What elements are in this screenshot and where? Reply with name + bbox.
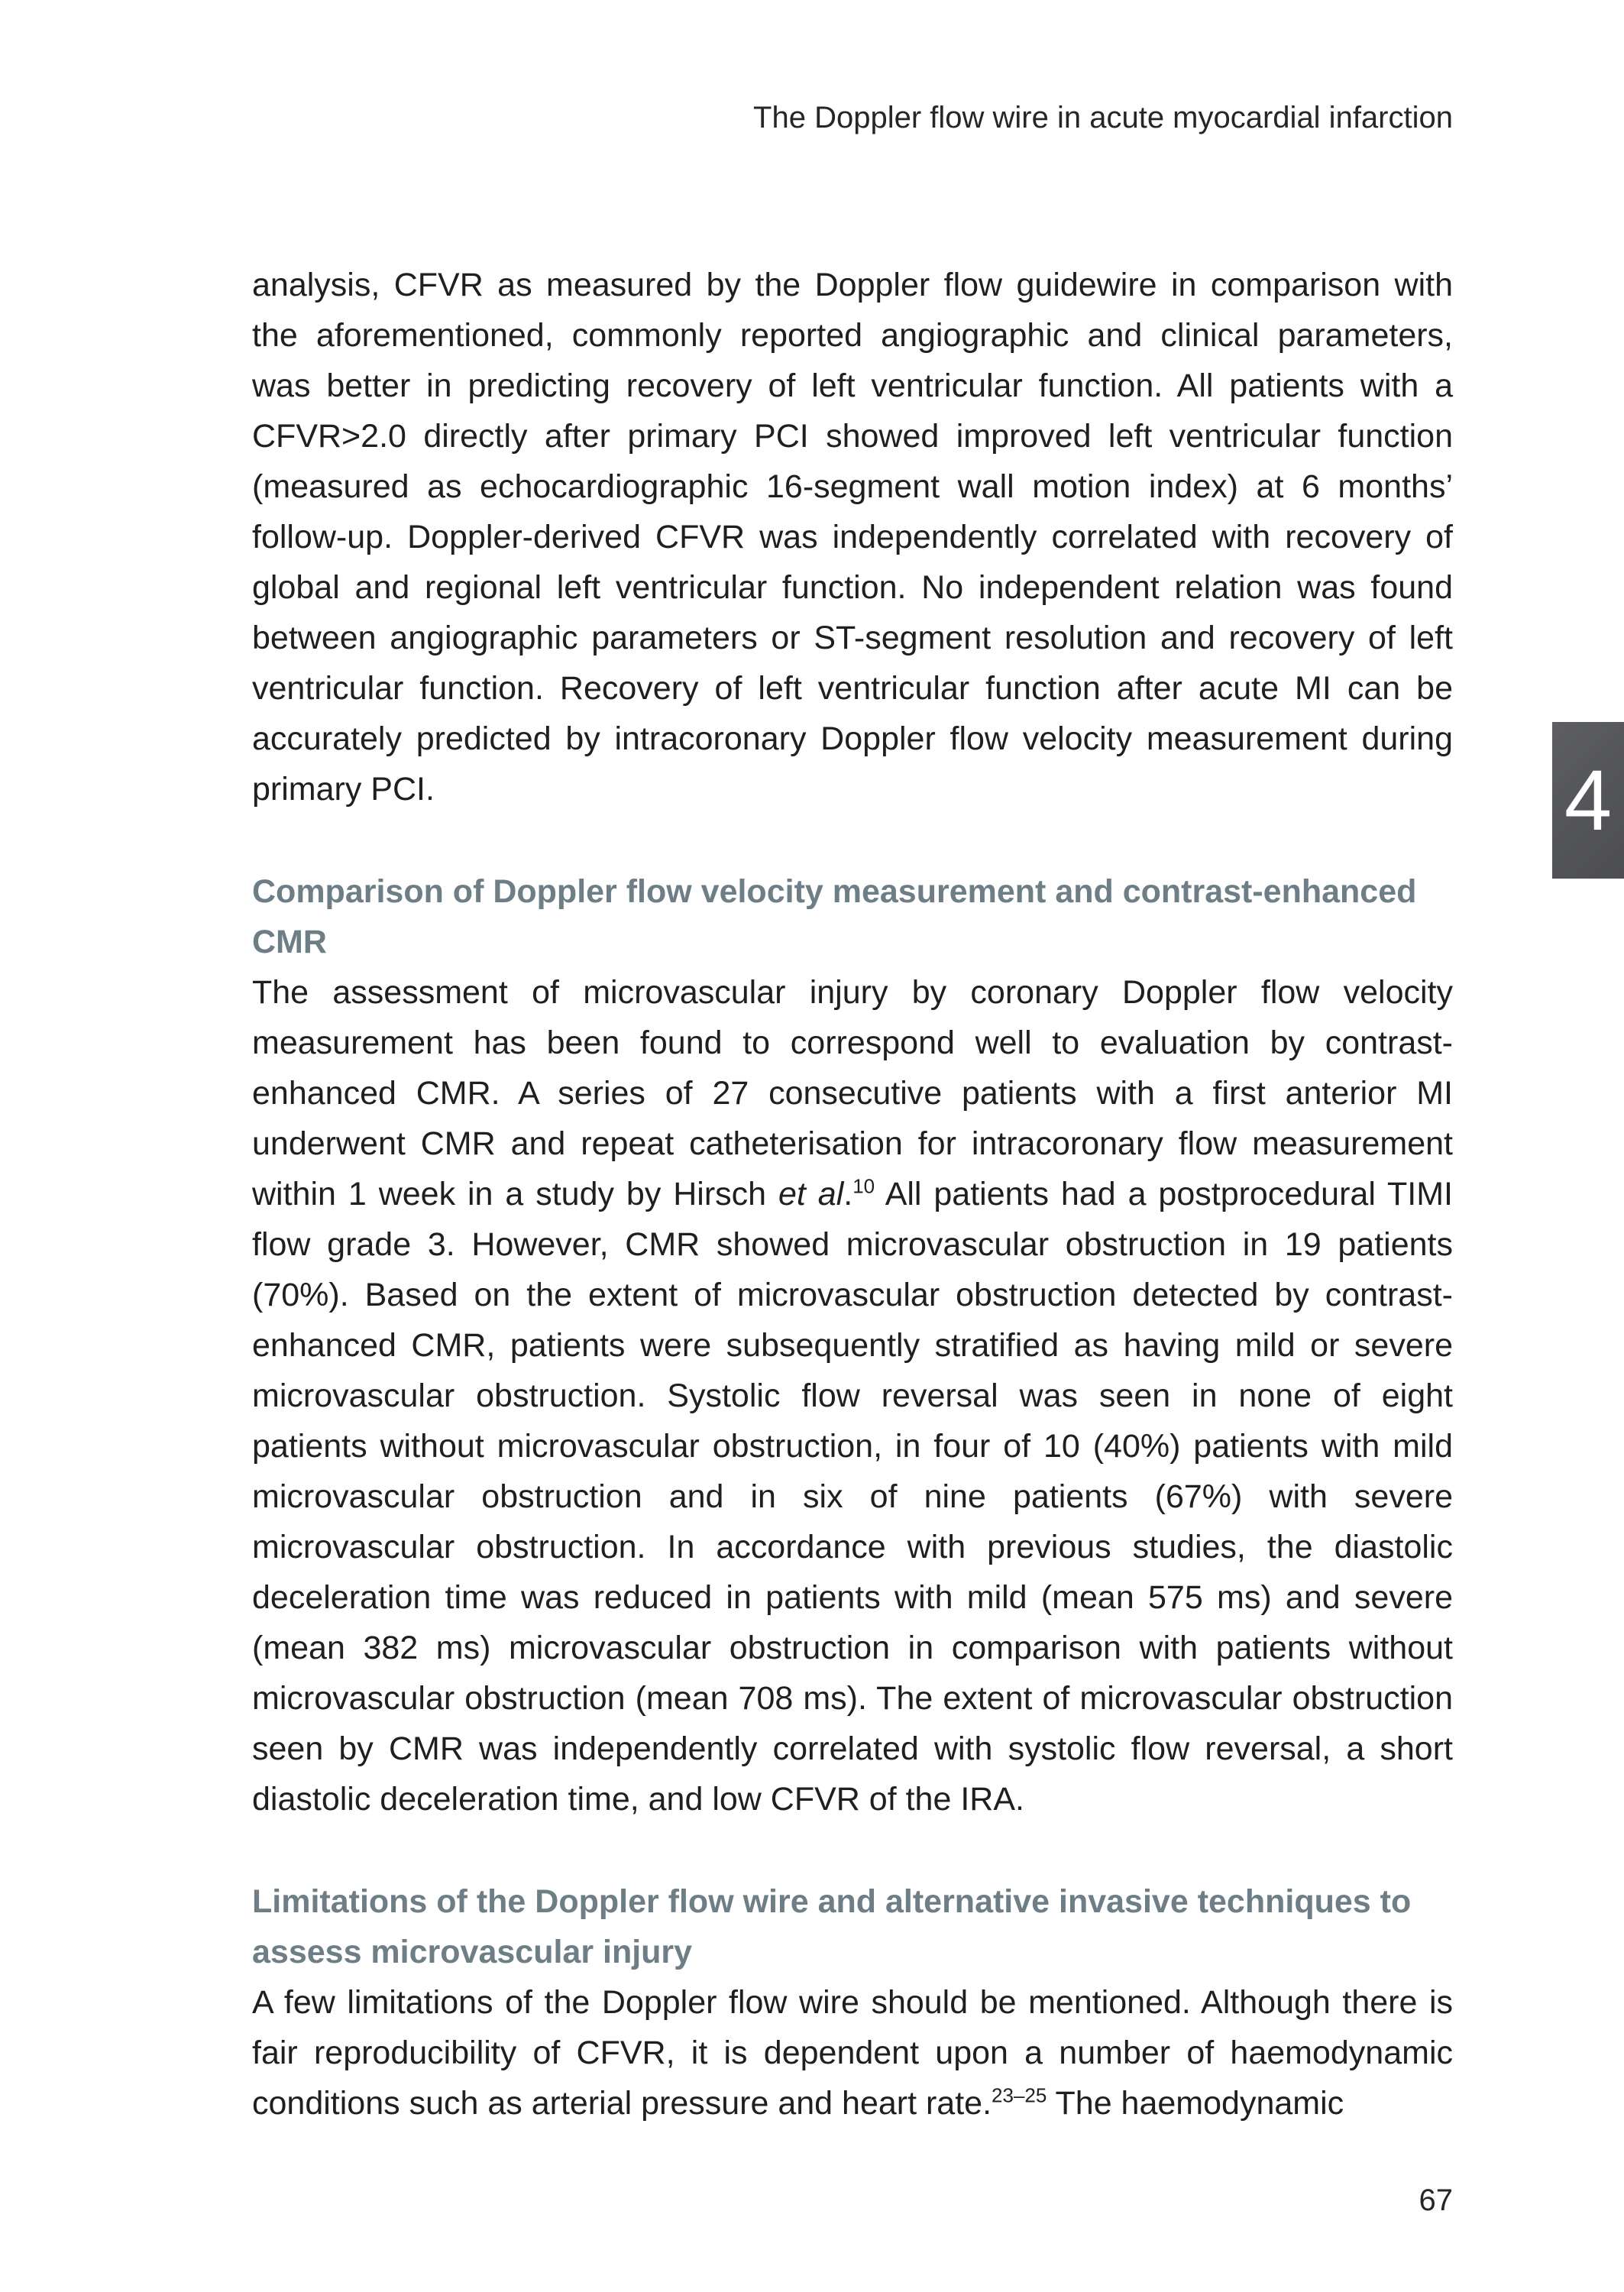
paragraph-cfvr-recovery [252, 260, 1453, 814]
text-run-italic: et al [778, 1176, 844, 1212]
paragraph-limitations [252, 1977, 1453, 2129]
text-run: All patients had a postprocedural TIMI flow grade 3. However, CMR showed microvascular obstruction in 19 patients (70%). Based on the extent of microvascular obstruction detected by contrast-enhanced CMR, patients were subsequently stratified as having mild or severe microvascular obstruction. Systolic flow reversal was seen in none of eight patients without microvascular obstruction, in four of 10 (40%) patients with mild microvascular obstruction and in six of nine patients (67%) with severe microvascular obstruction. In accordance with previous studies, the diastolic deceleration time was reduced in patients with mild (mean 575 ms) and severe (mean 382 ms) microvascular obstruction in comparison with patients without microvascular obstruction (mean 708 ms). The extent of microvascular obstruction seen by CMR was independently correlated with systolic flow reversal, a short diastolic deceleration time, and low CFVR of the IRA. [252, 1176, 1453, 1818]
page-number: 67 [1419, 2184, 1453, 2217]
text-run: The haemodynamic [1047, 2085, 1344, 2122]
page-content [252, 260, 1453, 2129]
chapter-tab [1552, 722, 1624, 879]
text-run: . [843, 1176, 853, 1212]
reference-superscript: 10 [852, 1174, 875, 1198]
paragraph-cmr-comparison [252, 967, 1453, 1824]
section-heading-cmr-comparison: Comparison of Doppler flow velocity measurement and contrast-enhanced CMR [252, 873, 1417, 960]
text-run: analysis, CFVR as measured by the Doppler flow guidewire in comparison with the aforementioned, commonly reported angiographic and clinical parameters, was better in predicting recovery of left ventricular function. All patients with a CFVR>2.0 directly after primary PCI showed improved left ventricular function (measured as echocardiographic 16-segment wall motion index) at 6 months’ follow-up. Doppler-derived CFVR was independently correlated with recovery of global and regional left ventricular function. No independent relation was found between angiographic parameters or ST-segment resolution and recovery of left ventricular function. Recovery of left ventricular function after acute MI can be accurately predicted by intracoronary Doppler flow velocity measurement during primary PCI. [252, 267, 1453, 808]
section-heading-limitations: Limitations of the Doppler flow wire and alternative invasive techniques to assess microvascular injury [252, 1883, 1412, 1970]
text-run: A few limitations of the Doppler flow wire should be mentioned. Although there is fair reproducibility of CFVR, it is dependent upon a number of haemodynamic conditions such as arterial pressure and heart rate. [252, 1984, 1453, 2122]
text-run: The assessment of microvascular injury by coronary Doppler flow velocity measurement has been found to correspond well to evaluation by contrast-enhanced CMR. A series of 27 consecutive patients with a first anterior MI underwent CMR and repeat catheterisation for intracoronary flow measurement within 1 week in a study by Hirsch [252, 974, 1453, 1212]
reference-superscript: 23–25 [992, 2083, 1047, 2107]
chapter-number: 4 [1564, 752, 1613, 848]
running-header: The Doppler flow wire in acute myocardial infarction [753, 101, 1453, 134]
